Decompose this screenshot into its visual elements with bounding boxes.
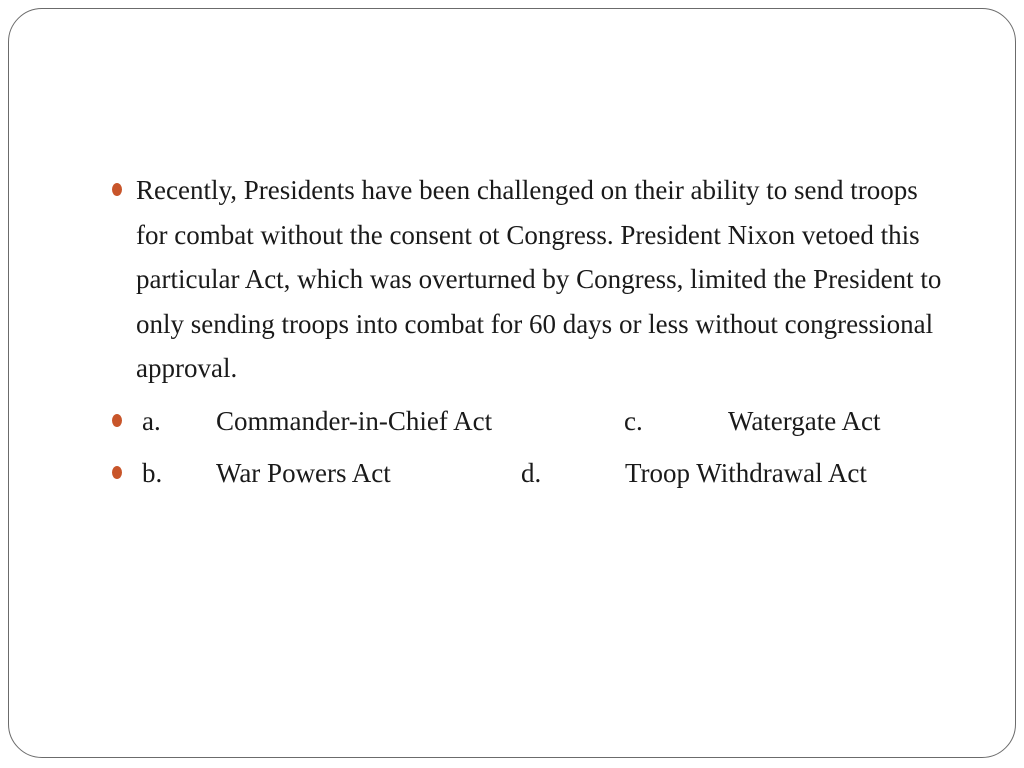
option-a-letter: a. (142, 405, 161, 436)
option-c-answer: Watergate Act (728, 405, 881, 436)
option-a-answer: Commander-in-Chief Act (216, 405, 493, 436)
slide-content (108, 168, 948, 504)
option-b-letter: b. (142, 458, 163, 488)
bullet-dot-icon (112, 414, 122, 427)
option-row-1 (108, 399, 948, 444)
option-row-2 (108, 451, 948, 496)
question-bullet (108, 168, 948, 391)
option-c-letter: c. (624, 405, 643, 436)
option-d-answer: Troop Withdrawal Act (625, 458, 867, 488)
question-text: Recently, Presidents have been challenged on their ability to send troops for combat without the consent ot Congress. President Nixon vetoed this particular Act, which was overturned by Congress, limited the President to only sending troops into combat for 60 days or less without congressional approval. (136, 175, 942, 383)
bullet-dot-icon (112, 183, 122, 196)
option-d-letter: d. (521, 458, 542, 488)
option-b-answer: War Powers Act (216, 458, 391, 488)
bullet-dot-icon (112, 466, 122, 479)
